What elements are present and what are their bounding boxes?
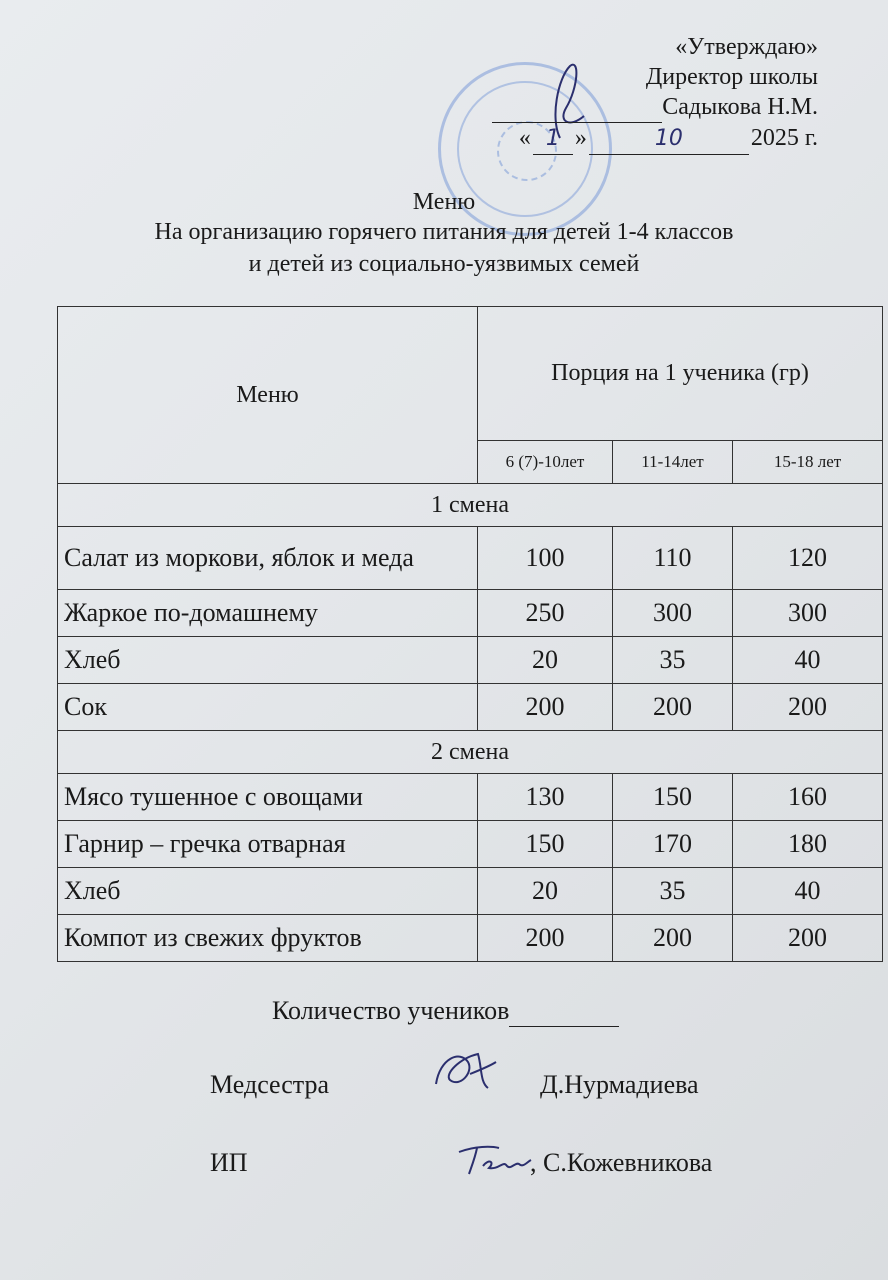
age-header: 15-18 лет — [733, 440, 883, 483]
portion-column-header: Порция на 1 ученика (гр) — [478, 307, 883, 441]
dish-name: Гарнир – гречка отварная — [58, 821, 478, 868]
portion-value: 250 — [478, 590, 613, 637]
date-month: 10 — [589, 124, 749, 155]
document-subtitle-line2: и детей из социально-уязвимых семей — [248, 251, 640, 277]
nurse-signature — [430, 1044, 500, 1100]
portion-value: 200 — [478, 684, 613, 731]
portion-value: 40 — [733, 637, 883, 684]
director-name: Садыкова Н.М. — [662, 94, 818, 120]
ip-name: , С.Кожевникова — [530, 1148, 713, 1177]
portion-value: 20 — [478, 637, 613, 684]
approval-name — [458, 92, 818, 123]
shift-row — [58, 731, 883, 774]
menu-table — [57, 306, 883, 962]
shift-row — [58, 484, 883, 527]
dish-name: Хлеб — [58, 637, 478, 684]
portion-value: 110 — [613, 527, 733, 590]
portion-value: 200 — [478, 915, 613, 962]
nurse-name: Д.Нурмадиева — [540, 1070, 699, 1099]
age-header: 11-14лет — [613, 440, 733, 483]
portion-value: 160 — [733, 774, 883, 821]
students-count-blank — [509, 996, 619, 1027]
approval-position: Директор школы — [645, 64, 818, 90]
portion-value: 35 — [613, 637, 733, 684]
portion-value: 180 — [733, 821, 883, 868]
portion-value: 120 — [733, 527, 883, 590]
portion-value: 300 — [613, 590, 733, 637]
dish-name: Компот из свежих фруктов — [58, 915, 478, 962]
dish-name: Сок — [58, 684, 478, 731]
date-open-quote: « — [518, 125, 531, 151]
table-row — [58, 637, 883, 684]
dish-name: Салат из моркови, яблок и меда — [58, 527, 478, 590]
portion-value: 130 — [478, 774, 613, 821]
document-subtitle-line1: На организацию горячего питания для детей 1-4 классов — [154, 219, 734, 245]
portion-value: 20 — [478, 868, 613, 915]
dish-name: Мясо тушенное с овощами — [58, 774, 478, 821]
table-row — [58, 868, 883, 915]
ip-signature — [455, 1140, 535, 1180]
age-header: 6 (7)-10лет — [478, 440, 613, 483]
portion-value: 40 — [733, 868, 883, 915]
nurse-role: Медсестра — [210, 1070, 330, 1099]
shift-label: 2 смена — [58, 731, 883, 774]
portion-value: 150 — [613, 774, 733, 821]
menu-column-header: Меню — [58, 307, 478, 484]
table-row — [58, 684, 883, 731]
approval-date — [458, 123, 818, 155]
dish-name: Хлеб — [58, 868, 478, 915]
students-count — [272, 996, 619, 1027]
dish-name: Жаркое по-домашнему — [58, 590, 478, 637]
approval-block — [458, 32, 818, 155]
portion-value: 100 — [478, 527, 613, 590]
students-count-label: Количество учеников — [272, 996, 510, 1025]
table-row — [58, 590, 883, 637]
portion-value: 200 — [733, 684, 883, 731]
portion-value: 200 — [613, 915, 733, 962]
table-row — [58, 527, 883, 590]
portion-value: 170 — [613, 821, 733, 868]
table-row — [58, 915, 883, 962]
date-close-quote: » — [574, 125, 587, 151]
approval-heading: «Утверждаю» — [675, 34, 818, 60]
table-header-row — [58, 307, 883, 441]
document-title: Меню — [412, 189, 476, 215]
date-day: 1 — [533, 124, 573, 155]
portion-value: 200 — [613, 684, 733, 731]
date-year: 2025 г. — [750, 125, 818, 151]
portion-value: 300 — [733, 590, 883, 637]
table-row — [58, 821, 883, 868]
portion-value: 200 — [733, 915, 883, 962]
shift-label: 1 смена — [58, 484, 883, 527]
portion-value: 35 — [613, 868, 733, 915]
portion-value: 150 — [478, 821, 613, 868]
table-row — [58, 774, 883, 821]
ip-role: ИП — [210, 1148, 248, 1177]
